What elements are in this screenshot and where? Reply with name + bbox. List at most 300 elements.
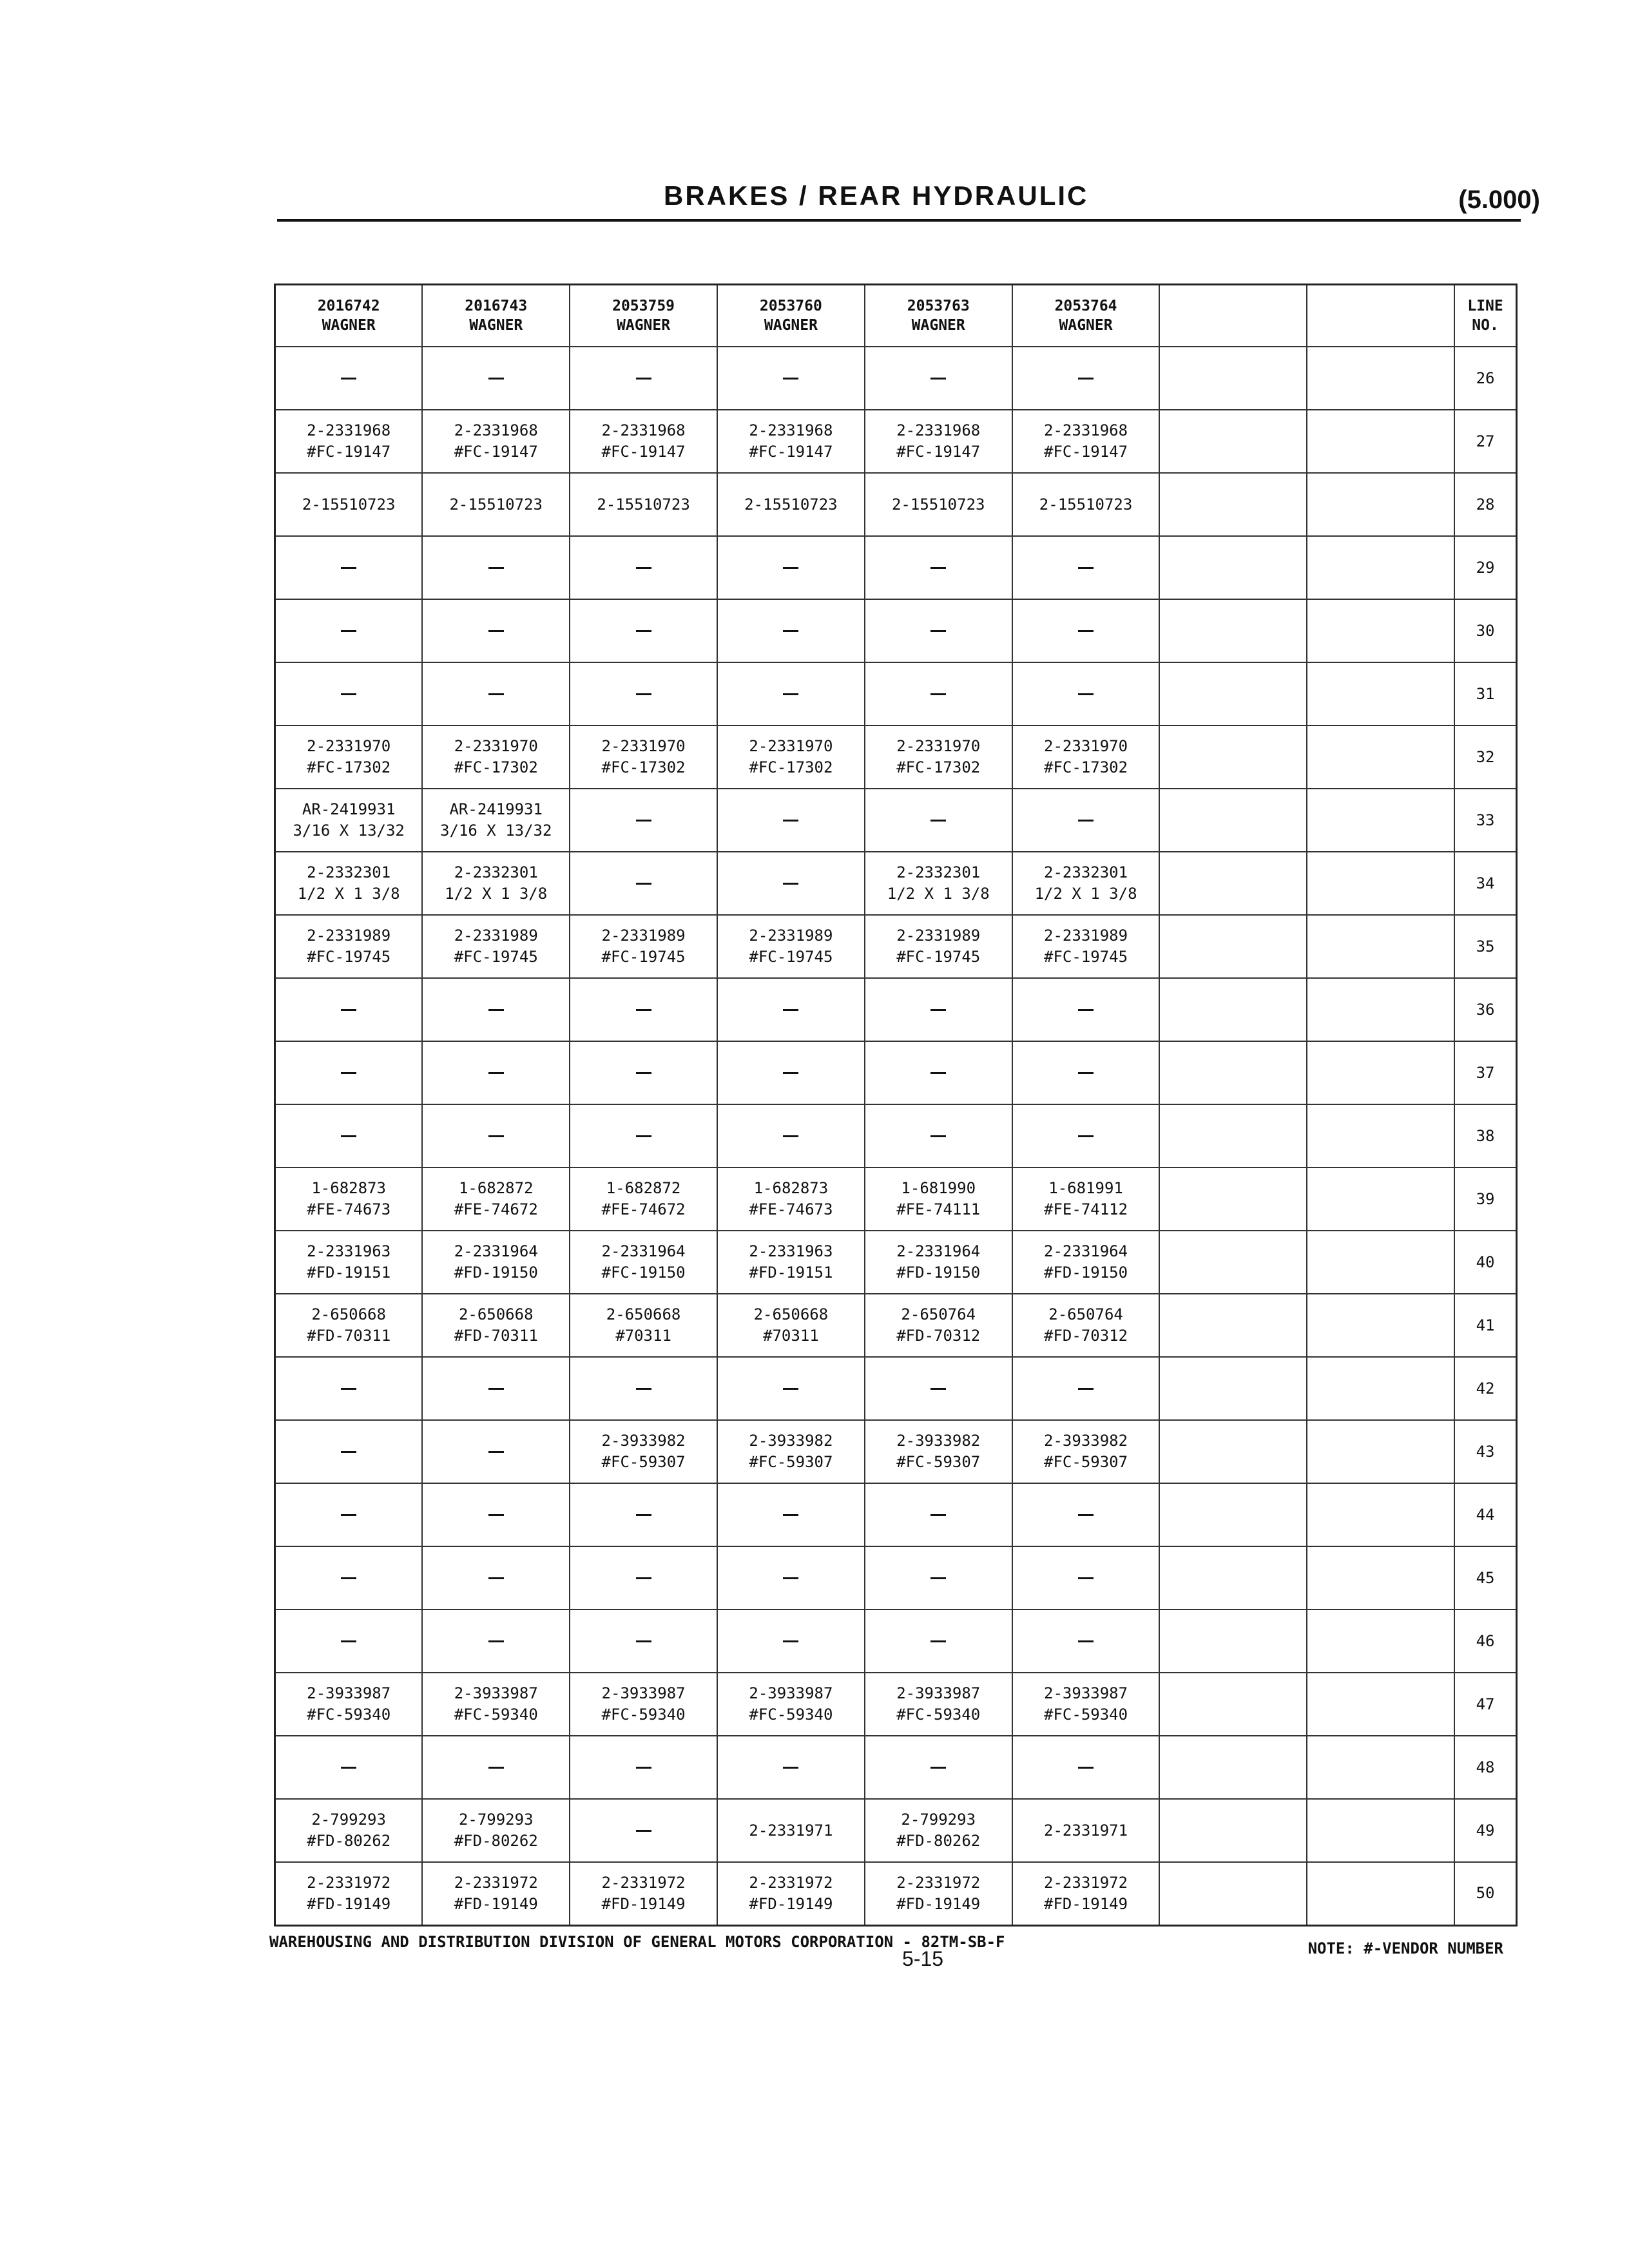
table-cell xyxy=(865,978,1012,1041)
empty-column-header xyxy=(1307,285,1454,347)
table-cell xyxy=(275,852,423,915)
line-number: 32 xyxy=(1454,726,1516,789)
table-cell xyxy=(570,599,717,662)
part-number-text: 2-2331964 #FD-19150 xyxy=(1044,1242,1128,1282)
empty-cell xyxy=(1159,1736,1307,1799)
empty-cell xyxy=(1307,1673,1454,1736)
table-cell xyxy=(570,1104,717,1168)
part-number-text: 2-3933982 #FC-59307 xyxy=(601,1432,686,1471)
part-number-text: 2-2331972 #FD-19149 xyxy=(307,1873,391,1913)
empty-cell xyxy=(1307,1736,1454,1799)
dash-mark xyxy=(488,1514,504,1516)
table-row xyxy=(275,1357,1517,1420)
table-cell xyxy=(717,1483,865,1546)
table-cell xyxy=(570,347,717,410)
table-cell xyxy=(422,1862,570,1925)
part-number-text: 2-2331968 #FC-19147 xyxy=(601,421,686,461)
table-cell xyxy=(1012,1610,1160,1673)
dash-mark xyxy=(1078,1009,1094,1011)
empty-cell xyxy=(1159,1041,1307,1104)
part-number-text: 2-2331970 #FC-17302 xyxy=(307,737,391,776)
table-row xyxy=(275,1673,1517,1736)
part-number-text: 2-15510723 xyxy=(1039,495,1133,514)
table-cell xyxy=(570,410,717,473)
line-number-header-label: LINE NO. xyxy=(1467,298,1503,334)
column-header xyxy=(717,285,865,347)
dash-mark xyxy=(930,567,946,569)
table-cell xyxy=(717,915,865,978)
dash-mark xyxy=(783,567,798,569)
table-cell xyxy=(275,347,423,410)
dash-mark xyxy=(488,1640,504,1642)
dash-mark xyxy=(783,1640,798,1642)
table-cell xyxy=(1012,1420,1160,1483)
table-cell xyxy=(717,1294,865,1357)
empty-cell xyxy=(1159,915,1307,978)
empty-cell xyxy=(1307,978,1454,1041)
dash-mark xyxy=(488,1767,504,1769)
table-cell xyxy=(1012,1104,1160,1168)
part-number-text: 2-2332301 1/2 X 1 3/8 xyxy=(887,863,990,903)
table-row xyxy=(275,852,1517,915)
empty-cell xyxy=(1159,1799,1307,1862)
empty-cell xyxy=(1159,1104,1307,1168)
table-cell xyxy=(1012,1357,1160,1420)
empty-cell xyxy=(1307,1231,1454,1294)
table-cell xyxy=(275,915,423,978)
empty-cell xyxy=(1307,1294,1454,1357)
table-cell xyxy=(275,410,423,473)
line-number: 33 xyxy=(1454,789,1516,852)
table-cell xyxy=(422,347,570,410)
part-number-text: 2-650668 #70311 xyxy=(606,1305,681,1345)
part-number-text: 2-2331963 #FD-19151 xyxy=(307,1242,391,1282)
line-number: 47 xyxy=(1454,1673,1516,1736)
part-number-text: 2-2331972 #FD-19149 xyxy=(1044,1873,1128,1913)
line-number-header xyxy=(1454,285,1516,347)
line-number: 35 xyxy=(1454,915,1516,978)
part-number-text: 2-2331972 #FD-19149 xyxy=(749,1873,833,1913)
part-number-text: 2-3933987 #FC-59340 xyxy=(307,1684,391,1724)
header-rule xyxy=(277,219,1521,222)
table-cell xyxy=(570,915,717,978)
table-cell xyxy=(422,1673,570,1736)
line-number: 43 xyxy=(1454,1420,1516,1483)
table-cell xyxy=(717,1799,865,1862)
table-cell xyxy=(275,1420,423,1483)
table-cell xyxy=(1012,1673,1160,1736)
table-cell xyxy=(1012,1041,1160,1104)
part-number-text: 2-2332301 1/2 X 1 3/8 xyxy=(297,863,400,903)
table-cell xyxy=(865,852,1012,915)
part-number-text: 2-2331971 xyxy=(749,1821,833,1840)
dash-mark xyxy=(930,693,946,695)
dash-mark xyxy=(930,1640,946,1642)
part-number-text: 2-2331989 #FC-19745 xyxy=(749,927,833,966)
part-number-text: AR-2419931 3/16 X 13/32 xyxy=(440,800,552,840)
line-number: 41 xyxy=(1454,1294,1516,1357)
column-maker: WAGNER xyxy=(764,317,818,334)
part-number-text: 2-2331968 #FC-19147 xyxy=(749,421,833,461)
dash-mark xyxy=(1078,1514,1094,1516)
table-body xyxy=(275,347,1517,1925)
part-number-text: 1-682872 #FE-74672 xyxy=(601,1179,686,1218)
table-cell xyxy=(717,978,865,1041)
table-cell xyxy=(1012,789,1160,852)
table-cell xyxy=(1012,1799,1160,1862)
dash-mark xyxy=(636,883,651,885)
section-number: (5.000) xyxy=(1458,186,1540,214)
column-maker: WAGNER xyxy=(911,317,965,334)
dash-mark xyxy=(930,1009,946,1011)
line-number: 28 xyxy=(1454,473,1516,536)
table-cell xyxy=(717,1231,865,1294)
part-number-text: 2-2331968 #FC-19147 xyxy=(454,421,538,461)
table-cell xyxy=(275,662,423,726)
table-cell xyxy=(275,1546,423,1610)
table-cell xyxy=(1012,662,1160,726)
table-row xyxy=(275,1104,1517,1168)
table-cell xyxy=(865,410,1012,473)
empty-cell xyxy=(1307,1546,1454,1610)
dash-mark xyxy=(1078,567,1094,569)
table-row xyxy=(275,1420,1517,1483)
table-cell xyxy=(570,536,717,599)
empty-cell xyxy=(1307,915,1454,978)
table-cell xyxy=(865,726,1012,789)
table-cell xyxy=(570,1294,717,1357)
empty-cell xyxy=(1159,662,1307,726)
table-cell xyxy=(275,1168,423,1231)
empty-cell xyxy=(1159,1357,1307,1420)
empty-cell xyxy=(1159,1483,1307,1546)
table-cell xyxy=(1012,1168,1160,1231)
part-number-text: 2-650668 #70311 xyxy=(753,1305,829,1345)
dash-mark xyxy=(783,1072,798,1074)
part-number-text: 2-15510723 xyxy=(891,495,985,514)
part-number-text: 2-650668 #FD-70311 xyxy=(307,1305,391,1345)
dash-mark xyxy=(488,1072,504,1074)
part-number-text: 1-682872 #FE-74672 xyxy=(454,1179,538,1218)
empty-cell xyxy=(1307,726,1454,789)
dash-mark xyxy=(488,567,504,569)
part-number-text: 2-2331968 #FC-19147 xyxy=(1044,421,1128,461)
empty-cell xyxy=(1307,1862,1454,1925)
dash-mark xyxy=(636,1009,651,1011)
table-cell xyxy=(717,1610,865,1673)
dash-mark xyxy=(783,1767,798,1769)
line-number: 49 xyxy=(1454,1799,1516,1862)
table-cell xyxy=(422,789,570,852)
table-cell xyxy=(865,473,1012,536)
part-number-text: 2-2331970 #FC-17302 xyxy=(749,737,833,776)
table-cell xyxy=(570,473,717,536)
table-cell xyxy=(275,536,423,599)
dash-mark xyxy=(636,378,651,380)
dash-mark xyxy=(636,1640,651,1642)
table-cell xyxy=(275,1231,423,1294)
table-row xyxy=(275,1799,1517,1862)
table-row xyxy=(275,789,1517,852)
empty-cell xyxy=(1159,1168,1307,1231)
table-cell xyxy=(275,1357,423,1420)
empty-cell xyxy=(1159,473,1307,536)
empty-cell xyxy=(1307,662,1454,726)
table-row xyxy=(275,410,1517,473)
table-cell xyxy=(1012,852,1160,915)
table-cell xyxy=(717,536,865,599)
dash-mark xyxy=(1078,1135,1094,1137)
empty-cell xyxy=(1307,1104,1454,1168)
part-number-text: AR-2419931 3/16 X 13/32 xyxy=(293,800,405,840)
table-row xyxy=(275,978,1517,1041)
table-cell xyxy=(865,1546,1012,1610)
dash-mark xyxy=(341,1009,356,1011)
dash-mark xyxy=(636,693,651,695)
table-cell xyxy=(422,1357,570,1420)
table-cell xyxy=(570,1799,717,1862)
dash-mark xyxy=(930,1388,946,1390)
table-cell xyxy=(275,1294,423,1357)
table-cell xyxy=(1012,473,1160,536)
table-cell xyxy=(1012,536,1160,599)
empty-cell xyxy=(1159,1231,1307,1294)
part-number-text: 2-2331989 #FC-19745 xyxy=(1044,927,1128,966)
column-part-number: 2016742 xyxy=(317,298,380,314)
dash-mark xyxy=(1078,1388,1094,1390)
table-cell xyxy=(422,978,570,1041)
dash-mark xyxy=(930,1135,946,1137)
column-maker: WAGNER xyxy=(322,317,376,334)
table-cell xyxy=(570,852,717,915)
dash-mark xyxy=(488,630,504,632)
dash-mark xyxy=(1078,1577,1094,1579)
empty-cell xyxy=(1159,536,1307,599)
dash-mark xyxy=(783,820,798,822)
table-cell xyxy=(422,473,570,536)
empty-cell xyxy=(1159,347,1307,410)
table-cell xyxy=(1012,915,1160,978)
table-cell xyxy=(865,599,1012,662)
dash-mark xyxy=(341,1640,356,1642)
part-number-text: 2-3933987 #FC-59340 xyxy=(896,1684,981,1724)
table-cell xyxy=(570,1420,717,1483)
dash-mark xyxy=(783,1135,798,1137)
part-number-text: 2-2331989 #FC-19745 xyxy=(307,927,391,966)
dash-mark xyxy=(930,1577,946,1579)
table-cell xyxy=(865,1610,1012,1673)
table-cell xyxy=(275,1799,423,1862)
table-cell xyxy=(717,852,865,915)
table-row xyxy=(275,1736,1517,1799)
table-cell xyxy=(422,915,570,978)
table-cell xyxy=(422,726,570,789)
footer-note: NOTE: #-VENDOR NUMBER xyxy=(1307,1939,1503,1957)
table-cell xyxy=(570,1862,717,1925)
empty-cell xyxy=(1159,789,1307,852)
line-number: 30 xyxy=(1454,599,1516,662)
empty-cell xyxy=(1159,1546,1307,1610)
empty-cell xyxy=(1307,410,1454,473)
table-cell xyxy=(275,1483,423,1546)
table-cell xyxy=(422,1294,570,1357)
dash-mark xyxy=(341,1072,356,1074)
table-cell xyxy=(717,726,865,789)
table-cell xyxy=(422,1610,570,1673)
table-cell xyxy=(570,726,717,789)
line-number: 48 xyxy=(1454,1736,1516,1799)
table-cell xyxy=(865,1799,1012,1862)
page-number: 5-15 xyxy=(902,1947,944,1970)
table-cell xyxy=(717,473,865,536)
dash-mark xyxy=(341,693,356,695)
table-cell xyxy=(275,726,423,789)
empty-cell xyxy=(1307,852,1454,915)
table-row xyxy=(275,726,1517,789)
table-cell xyxy=(717,1546,865,1610)
table-cell xyxy=(570,978,717,1041)
table-cell xyxy=(275,473,423,536)
table-cell xyxy=(570,1168,717,1231)
empty-cell xyxy=(1307,1610,1454,1673)
table-cell xyxy=(865,1420,1012,1483)
dash-mark xyxy=(930,820,946,822)
part-number-text: 2-2332301 1/2 X 1 3/8 xyxy=(1034,863,1137,903)
table-cell xyxy=(865,1357,1012,1420)
part-number-text: 2-2331971 xyxy=(1044,1821,1128,1840)
line-number: 31 xyxy=(1454,662,1516,726)
dash-mark xyxy=(636,630,651,632)
table-cell xyxy=(275,1610,423,1673)
table-cell xyxy=(422,1041,570,1104)
dash-mark xyxy=(636,1767,651,1769)
table-cell xyxy=(865,536,1012,599)
dash-mark xyxy=(1078,693,1094,695)
line-number: 34 xyxy=(1454,852,1516,915)
dash-mark xyxy=(930,1767,946,1769)
table-row xyxy=(275,473,1517,536)
part-number-text: 2-3933987 #FC-59340 xyxy=(601,1684,686,1724)
dash-mark xyxy=(341,1767,356,1769)
table-cell xyxy=(275,1041,423,1104)
column-part-number: 2053760 xyxy=(759,298,822,314)
empty-cell xyxy=(1307,1799,1454,1862)
table-cell xyxy=(422,1736,570,1799)
page-header xyxy=(277,174,1540,226)
table-cell xyxy=(717,410,865,473)
empty-cell xyxy=(1159,1673,1307,1736)
empty-cell xyxy=(1307,1168,1454,1231)
table-cell xyxy=(1012,726,1160,789)
table-cell xyxy=(865,1673,1012,1736)
line-number: 45 xyxy=(1454,1546,1516,1610)
column-maker: WAGNER xyxy=(469,317,523,334)
empty-cell xyxy=(1307,473,1454,536)
line-number: 50 xyxy=(1454,1862,1516,1925)
part-number-text: 2-2331964 #FC-19150 xyxy=(601,1242,686,1282)
empty-cell xyxy=(1159,1294,1307,1357)
column-part-number: 2053763 xyxy=(907,298,970,314)
dash-mark xyxy=(930,378,946,380)
part-number-text: 2-2331963 #FD-19151 xyxy=(749,1242,833,1282)
table-cell xyxy=(570,662,717,726)
parts-table xyxy=(274,284,1518,1927)
part-number-text: 2-650764 #FD-70312 xyxy=(1044,1305,1128,1345)
table-cell xyxy=(570,1357,717,1420)
table-cell xyxy=(1012,1546,1160,1610)
line-number: 42 xyxy=(1454,1357,1516,1420)
dash-mark xyxy=(783,883,798,885)
table-cell xyxy=(275,1862,423,1925)
part-number-text: 2-2331989 #FC-19745 xyxy=(601,927,686,966)
column-header xyxy=(570,285,717,347)
empty-cell xyxy=(1307,347,1454,410)
part-number-text: 2-3933987 #FC-59340 xyxy=(454,1684,538,1724)
table-cell xyxy=(570,1041,717,1104)
part-number-text: 2-2331964 #FD-19150 xyxy=(896,1242,981,1282)
table-cell xyxy=(717,789,865,852)
dash-mark xyxy=(1078,1640,1094,1642)
empty-cell xyxy=(1307,1420,1454,1483)
table-cell xyxy=(717,1673,865,1736)
table-cell xyxy=(1012,1862,1160,1925)
table-cell xyxy=(422,852,570,915)
dash-mark xyxy=(636,1514,651,1516)
empty-cell xyxy=(1159,726,1307,789)
empty-cell xyxy=(1159,599,1307,662)
empty-cell xyxy=(1307,536,1454,599)
dash-mark xyxy=(930,1072,946,1074)
empty-cell xyxy=(1159,1610,1307,1673)
part-number-text: 2-2331972 #FD-19149 xyxy=(601,1873,686,1913)
table-cell xyxy=(865,1168,1012,1231)
table-cell xyxy=(1012,1231,1160,1294)
part-number-text: 1-682873 #FE-74673 xyxy=(749,1179,833,1218)
table-cell xyxy=(717,1357,865,1420)
line-number: 37 xyxy=(1454,1041,1516,1104)
dash-mark xyxy=(1078,630,1094,632)
table-cell xyxy=(1012,978,1160,1041)
table-cell xyxy=(865,1104,1012,1168)
table-row xyxy=(275,1483,1517,1546)
table-cell xyxy=(275,1673,423,1736)
table-cell xyxy=(717,1862,865,1925)
table-cell xyxy=(422,1168,570,1231)
empty-column-header xyxy=(1159,285,1307,347)
table-row xyxy=(275,662,1517,726)
column-part-number: 2053764 xyxy=(1054,298,1117,314)
part-number-text: 2-15510723 xyxy=(744,495,838,514)
dash-mark xyxy=(341,1135,356,1137)
part-number-text: 2-2331970 #FC-17302 xyxy=(896,737,981,776)
table-cell xyxy=(422,536,570,599)
line-number: 46 xyxy=(1454,1610,1516,1673)
part-number-text: 2-3933982 #FC-59307 xyxy=(1044,1432,1128,1471)
table-row xyxy=(275,1041,1517,1104)
empty-cell xyxy=(1159,1862,1307,1925)
dash-mark xyxy=(488,1135,504,1137)
dash-mark xyxy=(341,630,356,632)
table-cell xyxy=(1012,1294,1160,1357)
dash-mark xyxy=(341,1451,356,1453)
line-number: 27 xyxy=(1454,410,1516,473)
table-cell xyxy=(1012,1483,1160,1546)
dash-mark xyxy=(930,630,946,632)
part-number-text: 2-2331970 #FC-17302 xyxy=(454,737,538,776)
column-maker: WAGNER xyxy=(1059,317,1113,334)
dash-mark xyxy=(636,820,651,822)
empty-cell xyxy=(1159,410,1307,473)
